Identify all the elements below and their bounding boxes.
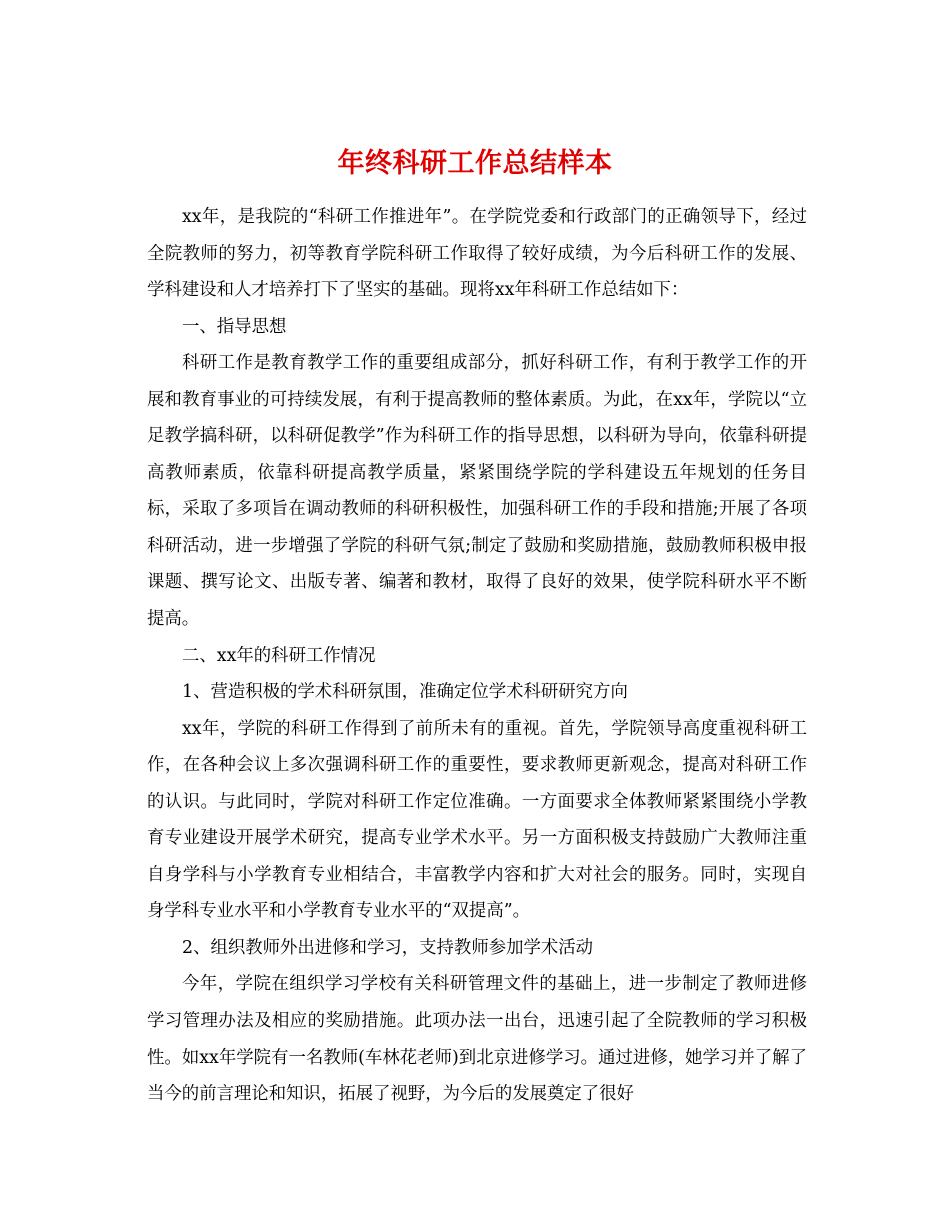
subsection-heading-atmosphere: 1、营造积极的学术科研氛围，准确定位学术科研研究方向 bbox=[182, 682, 628, 703]
paragraph-training: 今年，学院在组织学习学校有关科研管理文件的基础上，进一步制定了教师进修学习管理办法及相应的奖励措施。此项办法一出台，迅速引起了全院教师的学习积极性。如xx年学院有一名教师(车林花老师)到北京进修学习。通过进修，她学习并了解了当今的前言理论和知识，拓展了视野，为今后的发展奠定了很好 bbox=[147, 974, 807, 1105]
subsection-heading-training: 2、组织教师外出进修和学习，支持教师参加学术活动 bbox=[182, 937, 594, 958]
section-heading-guiding-ideology: 一、指导思想 bbox=[182, 316, 287, 337]
paragraph-atmosphere: xx年，学院的科研工作得到了前所未有的重视。首先，学院领导高度重视科研工作，在各种会议上多次强调科研工作的重要性，要求教师更新观念，提高对科研工作的认识。与此同时，学院对科研工作定位准确。一方面要求全体教师紧紧围绕小学教育专业建设开展学术研究，提高专业学术水平。另一方面积极支持鼓励广大教师注重自身学科与小学教育专业相结合，丰富教学内容和扩大对社会的服务。同时，实现自身学科专业水平和小学教育专业水平的“双提高”。 bbox=[147, 718, 807, 922]
paragraph-guiding-ideology: 科研工作是教育教学工作的重要组成部分，抓好科研工作，有利于教学工作的开展和教育事业的可持续发展，有利于提高教师的整体素质。为此，在xx年，学院以“立足教学搞科研，以科研促教学”作为科研工作的指导思想，以科研为导向，依靠科研提高教师素质，依靠科研提高教学质量，紧紧围绕学院的学科建设五年规划的任务目标，采取了多项旨在调动教师的科研积极性，加强科研工作的手段和措施;开展了各项科研活动，进一步增强了学院的科研气氛;制定了鼓励和奖励措施，鼓励教师积极申报课题、撰写论文、出版专著、编著和教材，取得了良好的效果，使学院科研水平不断提高。 bbox=[147, 353, 807, 630]
document-title: 年终科研工作总结样本 bbox=[337, 148, 613, 180]
paragraph-intro: xx年，是我院的“科研工作推进年”。在学院党委和行政部门的正确领导下，经过全院教师的努力，初等教育学院科研工作取得了较好成绩，为今后科研工作的发展、学科建设和人才培养打下了坚实的基础。现将xx年科研工作总结如下： bbox=[147, 207, 807, 301]
document-body bbox=[147, 199, 807, 1113]
section-heading-research-status: 二、xx年的科研工作情况 bbox=[182, 645, 376, 666]
